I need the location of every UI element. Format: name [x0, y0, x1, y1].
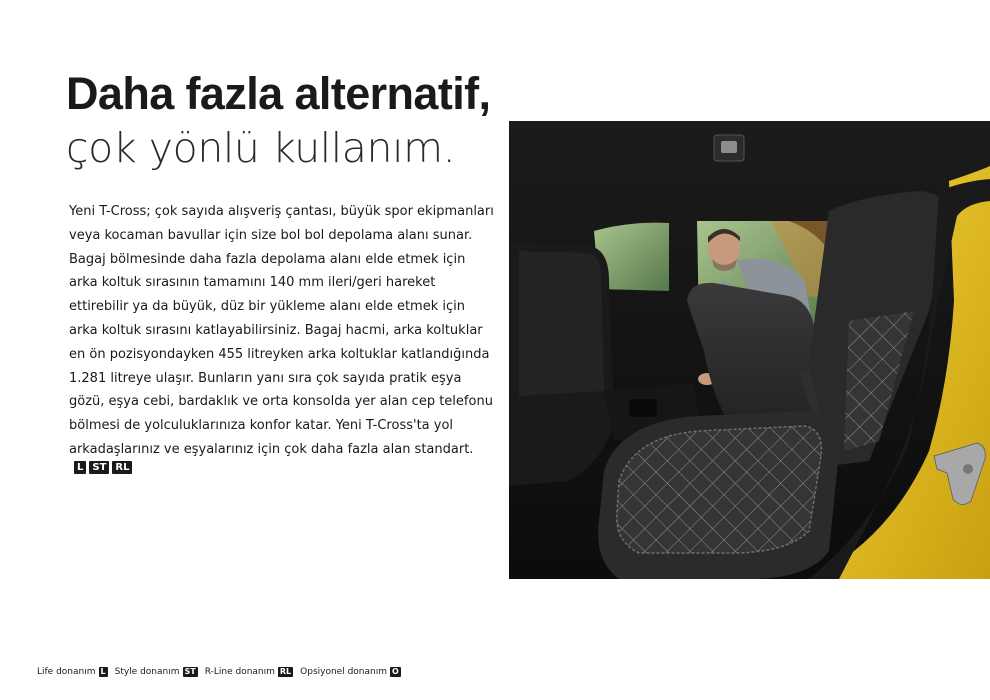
body-line: en ön pozisyondayken 455 litreyken arka koltuklar katlandığında	[69, 346, 490, 362]
legend-label: R-Line donanım	[204, 667, 275, 677]
page-title: Daha fazla alternatif,	[66, 68, 491, 119]
body-line: Bagaj bölmesinde daha fazla depolama alanı elde etmek için	[69, 251, 466, 267]
body-line: arkadaşlarınız ve eşyalarınız için çok daha fazla alan standart.	[69, 441, 474, 457]
body-line: arka koltuk sırasını katlayabilirsiniz. Bagaj hacmi, arka koltuklar	[69, 322, 483, 338]
legend-badge: O	[392, 667, 399, 676]
body-line: gözü, eşya cebi, bardaklık ve orta konsolda yer alan cep telefonu	[69, 394, 493, 410]
trim-badges	[74, 461, 132, 474]
page-subtitle: çok yönlü kullanım.	[66, 124, 456, 172]
body-line: ettirebilir ya da büyük, düz bir yükleme alanı elde etmek için	[69, 299, 465, 315]
car-interior-illustration	[509, 121, 990, 579]
body-line: 1.281 litreye ulaşır. Bunların yanı sıra çok sayıda pratik eşya	[69, 370, 462, 386]
body-line: arka koltuk sırasının tamamını 140 mm ileri/geri hareket	[69, 275, 436, 291]
body-line: Yeni T-Cross; çok sayıda alışveriş çantası, büyük spor ekipmanları	[69, 204, 494, 219]
legend-item-optional	[300, 667, 401, 677]
legend-badge: L	[100, 667, 106, 676]
legend-label: Life donanım	[37, 667, 96, 677]
trim-badge-rline: RL	[112, 461, 132, 474]
car-interior-photo	[509, 121, 990, 579]
legend-label: Opsiyonel donanım	[300, 667, 387, 677]
legend-item-life	[37, 667, 108, 677]
legend-label: Style donanım	[114, 667, 180, 677]
legend-badge: RL	[279, 667, 292, 676]
legend-badge: ST	[184, 667, 196, 676]
body-line: bölmesi de yolculuklarınıza konfor katar. Yeni T-Cross'ta yol	[69, 418, 454, 434]
legend-item-style	[115, 667, 198, 677]
legend-item-rline	[205, 667, 293, 677]
trim-legend	[37, 667, 408, 677]
trim-badge-style: ST	[89, 461, 109, 474]
body-paragraph	[69, 200, 494, 462]
body-line: veya kocaman bavullar için size bol bol depolama alanı sunar.	[69, 227, 473, 243]
trim-badge-life: L	[74, 461, 86, 474]
